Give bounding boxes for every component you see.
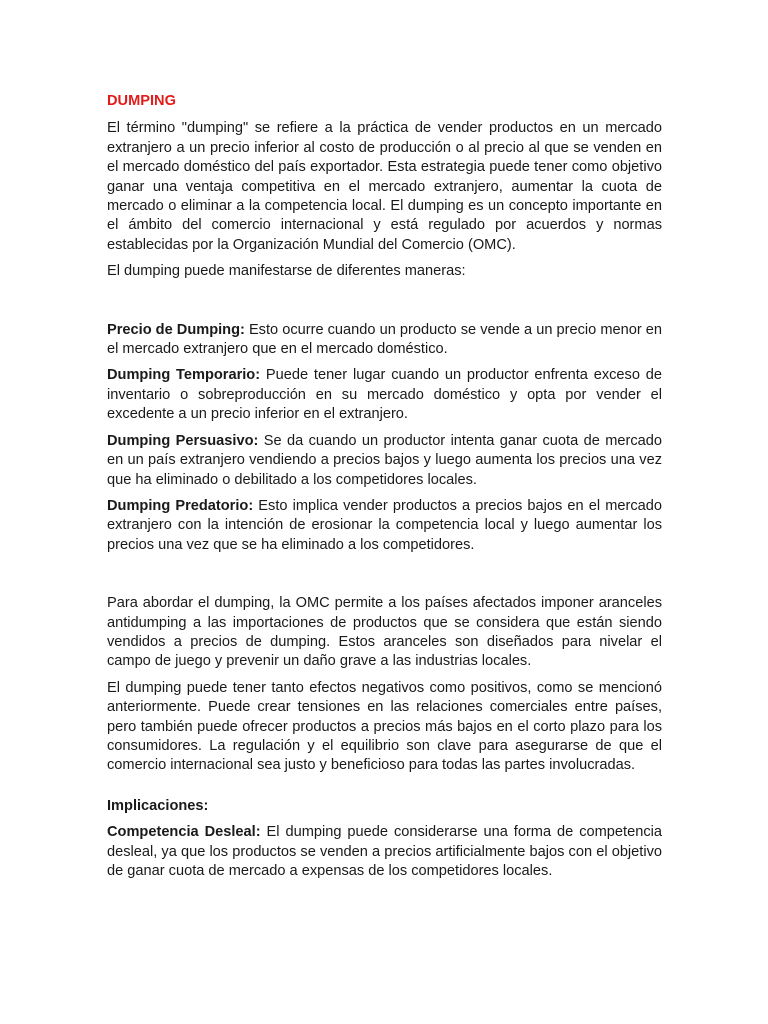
type-paragraph-persuasivo xyxy=(107,432,662,490)
implications-heading xyxy=(107,797,662,816)
type-term: Dumping Persuasivo: xyxy=(107,432,259,449)
type-text: Esto implica vender productos a precios bajos en el mercado extranjero con la intención de erosionar la competencia local y luego aumentar los precios una vez que se ha eliminado a los competidores. xyxy=(107,497,662,553)
type-term: Precio de Dumping: xyxy=(107,321,245,338)
effects-paragraph: El dumping puede tener tanto efectos negativos como positivos, como se mencionó anteriormente. Puede crear tensiones en las relaciones comerciales entre países, pero también puede ofrecer productos a precios más bajos en el corto plazo para los consumidores. La regulación y el equilibrio son clave para asegurarse de que el comercio internacional sea justo y beneficioso para todas las partes involucradas. xyxy=(107,679,662,774)
spacer xyxy=(107,783,662,797)
type-term: Dumping Predatorio: xyxy=(107,497,254,514)
ways-intro-paragraph: El dumping puede manifestarse de diferentes maneras: xyxy=(107,263,466,280)
spacer xyxy=(107,289,662,321)
document-title: DUMPING xyxy=(107,93,176,109)
intro-paragraph: El término "dumping" se refiere a la práctica de vender productos en un mercado extranjero a un precio inferior al costo de producción o al precio al que se venden en el mercado doméstico del país exportador. Esta estrategia puede tener como objetivo ganar una ventaja competitiva en el mercado extranjero, aumentar la cuota de mercado o eliminar a la competencia local. El dumping es un concepto importante en el ámbito del comercio internacional y está regulado por acuerdos y normas establecidas por la Organización Mundial del Comercio (OMC). xyxy=(107,120,662,253)
type-text: Se da cuando un productor intenta ganar cuota de mercado en un país extranjero vendiendo a precios bajos y luego aumenta los precios una vez que ha eliminado o debilitado a los competidores locales. xyxy=(107,432,662,488)
implication-paragraph-desleal xyxy=(107,823,662,881)
omc-paragraph: Para abordar el dumping, la OMC permite a los países afectados imponer aranceles antidumping a las importaciones de productos que se considera que están siendo vendidos a precios de dumping. Estos aranceles son diseñados para nivelar el campo de juego y prevenir un daño grave a las industrias locales. xyxy=(107,595,662,670)
type-paragraph-temporario xyxy=(107,366,662,424)
type-text: Puede tener lugar cuando un productor enfrenta exceso de inventario o sobreproducción en su mercado doméstico y opta por vender el excedente a un precio inferior en el extranjero. xyxy=(107,367,662,423)
type-paragraph-precio xyxy=(107,321,662,360)
spacer xyxy=(107,562,662,594)
type-term: Dumping Temporario: xyxy=(107,367,261,384)
type-text: Esto ocurre cuando un producto se vende a un precio menor en el mercado extranjero que en el mercado doméstico. xyxy=(107,321,663,358)
implication-text: El dumping puede considerarse una forma de competencia desleal, ya que los productos se venden a precios artificialmente bajos con el objetivo de ganar cuota de mercado a expensas de los competidores locales. xyxy=(107,824,662,879)
type-paragraph-predatorio xyxy=(107,497,662,555)
document-page xyxy=(107,88,662,888)
implications-heading-text: Implicaciones: xyxy=(107,797,209,814)
implication-term: Competencia Desleal: xyxy=(107,824,261,841)
